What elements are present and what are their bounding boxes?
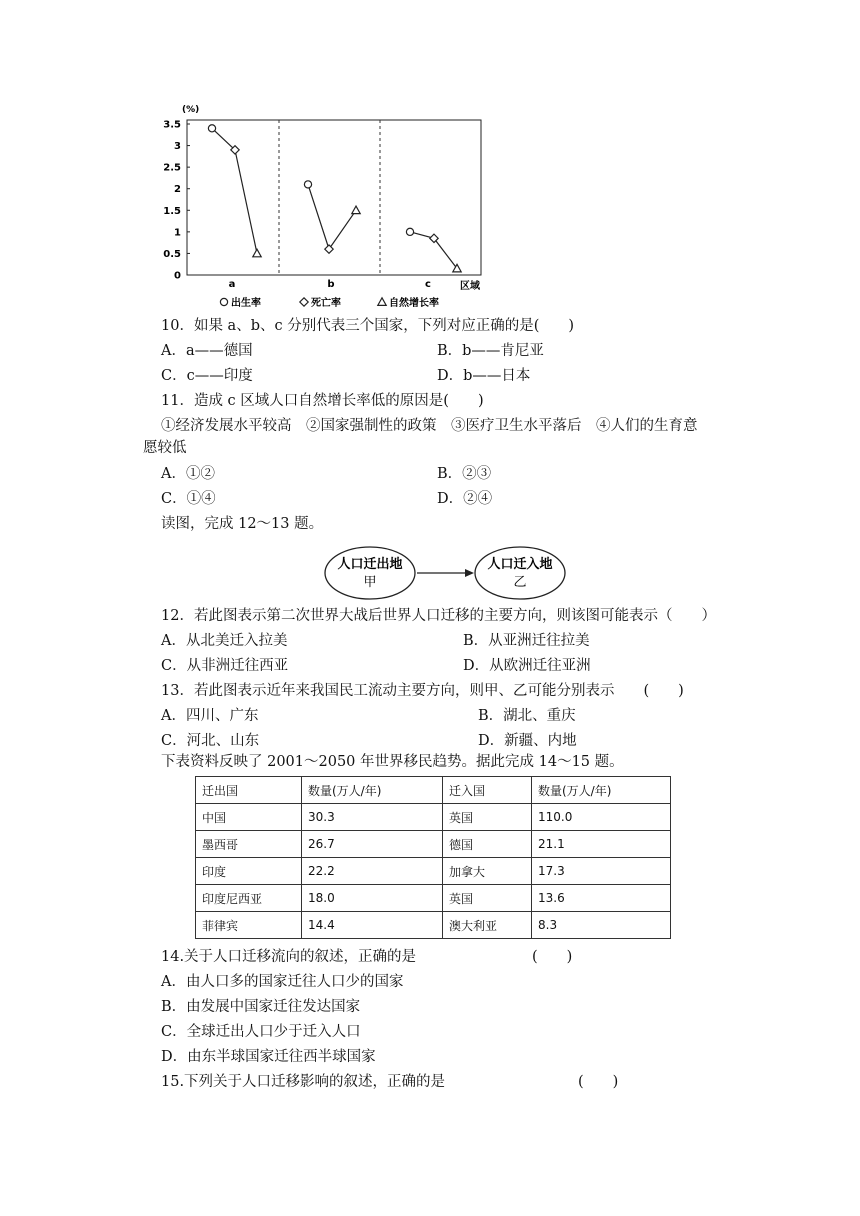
q11-option-c[interactable]: C．①④ bbox=[161, 491, 216, 507]
origin-label-1: 人口迁出地 bbox=[337, 557, 403, 572]
q11-items-line2: 愿较低 bbox=[143, 440, 187, 456]
q10-option-d[interactable]: D．b——日本 bbox=[437, 368, 531, 384]
y-tick-label: 3.5 bbox=[163, 119, 181, 131]
table-cell: 8.3 bbox=[532, 912, 671, 939]
table-cell: 加拿大 bbox=[443, 858, 532, 885]
q14-answer-paren: ( ) bbox=[532, 949, 573, 965]
table-cell: 印度 bbox=[196, 858, 302, 885]
plot-frame bbox=[187, 120, 481, 275]
legend-label: 自然增长率 bbox=[389, 298, 439, 309]
table-header-cell: 迁入国 bbox=[443, 777, 532, 804]
q10-option-a[interactable]: A．a——德国 bbox=[161, 343, 253, 359]
x-axis-label: 区域 bbox=[460, 281, 480, 292]
table-row bbox=[196, 804, 671, 831]
q10-option-b[interactable]: B．b——肯尼亚 bbox=[437, 343, 544, 359]
flow-arrow-head bbox=[465, 569, 474, 577]
legend-marker-diamond bbox=[300, 298, 308, 306]
destination-label-1: 人口迁入地 bbox=[487, 557, 553, 572]
q13-option-d[interactable]: D．新疆、内地 bbox=[478, 733, 577, 749]
point-circle-c bbox=[406, 228, 413, 235]
table-cell: 菲律宾 bbox=[196, 912, 302, 939]
q13-option-c[interactable]: C．河北、山东 bbox=[161, 733, 260, 749]
x-category-label: c bbox=[425, 279, 431, 290]
q14-option-a[interactable]: A．由人口多的国家迁往人口少的国家 bbox=[161, 974, 404, 990]
q10-option-c[interactable]: C．c——印度 bbox=[161, 368, 253, 384]
y-tick-label: 3 bbox=[174, 141, 181, 153]
table-header-cell: 迁出国 bbox=[196, 777, 302, 804]
population-rate-chart bbox=[162, 100, 502, 312]
table-cell: 26.7 bbox=[302, 831, 443, 858]
y-tick-label: 0.5 bbox=[163, 248, 181, 260]
y-tick-label: 2.5 bbox=[163, 162, 181, 174]
q14-option-c[interactable]: C．全球迁出人口少于迁入人口 bbox=[161, 1024, 361, 1040]
legend-label: 出生率 bbox=[231, 298, 261, 309]
intro-12-13: 读图，完成 12～13 题。 bbox=[161, 516, 324, 532]
table-cell: 18.0 bbox=[302, 885, 443, 912]
q10-stem: 10．如果 a、b、c 分别代表三个国家，下列对应正确的是( ) bbox=[161, 318, 575, 334]
legend-marker-triangle bbox=[378, 298, 386, 306]
origin-ellipse bbox=[325, 547, 415, 599]
table-cell: 30.3 bbox=[302, 804, 443, 831]
table-cell: 14.4 bbox=[302, 912, 443, 939]
q14-stem: 14.关于人口迁移流向的叙述，正确的是 bbox=[161, 949, 417, 965]
q11-option-a[interactable]: A．①② bbox=[161, 466, 215, 482]
table-cell: 22.2 bbox=[302, 858, 443, 885]
table-cell: 德国 bbox=[443, 831, 532, 858]
q13-option-b[interactable]: B．湖北、重庆 bbox=[478, 708, 576, 724]
q14-option-d[interactable]: D．由东半球国家迁往西半球国家 bbox=[161, 1049, 376, 1065]
table-cell: 澳大利亚 bbox=[443, 912, 532, 939]
table-header-cell: 数量(万人/年) bbox=[302, 777, 443, 804]
q12-option-b[interactable]: B．从亚洲迁往拉美 bbox=[463, 633, 590, 649]
y-tick-label: 0 bbox=[174, 270, 181, 282]
destination-label-2: 乙 bbox=[513, 575, 527, 590]
table-cell: 墨西哥 bbox=[196, 831, 302, 858]
migration-table bbox=[195, 776, 671, 939]
y-tick-label: 2 bbox=[174, 184, 181, 196]
q13-option-a[interactable]: A．四川、广东 bbox=[161, 708, 259, 724]
table-cell: 21.1 bbox=[532, 831, 671, 858]
destination-ellipse bbox=[475, 547, 565, 599]
q12-option-c[interactable]: C．从非洲迁往西亚 bbox=[161, 658, 289, 674]
x-category-label: a bbox=[228, 279, 236, 290]
table-row bbox=[196, 885, 671, 912]
q12-option-d[interactable]: D．从欧洲迁往亚洲 bbox=[463, 658, 591, 674]
table-row bbox=[196, 912, 671, 939]
q12-stem: 12．若此图表示第二次世界大战后世界人口迁移的主要方向，则该图可能表示（ ） bbox=[161, 608, 716, 624]
point-triangle-a bbox=[253, 249, 261, 257]
q15-answer-paren: ( ) bbox=[578, 1074, 619, 1090]
table-header-cell: 数量(万人/年) bbox=[532, 777, 671, 804]
table-header-row bbox=[196, 777, 671, 804]
point-triangle-b bbox=[352, 206, 360, 214]
y-unit-label: (%) bbox=[182, 105, 200, 115]
legend-marker-circle bbox=[220, 298, 227, 305]
q11-items-line1: ①经济发展水平较高 ②国家强制性的政策 ③医疗卫生水平落后 ④人们的生育意 bbox=[161, 418, 698, 434]
table-row bbox=[196, 858, 671, 885]
table-cell: 英国 bbox=[443, 804, 532, 831]
y-tick-label: 1 bbox=[174, 227, 181, 239]
q14-option-b[interactable]: B．由发展中国家迁往发达国家 bbox=[161, 999, 361, 1015]
x-category-label: b bbox=[327, 279, 335, 290]
table-cell: 110.0 bbox=[532, 804, 671, 831]
q11-option-b[interactable]: B．②③ bbox=[437, 466, 492, 482]
table-cell: 印度尼西亚 bbox=[196, 885, 302, 912]
table-cell: 13.6 bbox=[532, 885, 671, 912]
point-circle-a bbox=[208, 125, 215, 132]
q13-stem: 13．若此图表示近年来我国民工流动主要方向，则甲、乙可能分别表示 ( ) bbox=[161, 683, 684, 699]
q11-stem: 11．造成 c 区域人口自然增长率低的原因是( ) bbox=[161, 393, 484, 409]
table-cell: 17.3 bbox=[532, 858, 671, 885]
migration-flow-diagram bbox=[322, 544, 570, 602]
table-cell: 中国 bbox=[196, 804, 302, 831]
q15-stem: 15.下列关于人口迁移影响的叙述，正确的是 bbox=[161, 1074, 446, 1090]
origin-label-2: 甲 bbox=[363, 575, 377, 590]
point-diamond-b bbox=[325, 245, 333, 253]
region-b-line bbox=[308, 184, 356, 249]
table-row bbox=[196, 831, 671, 858]
q12-option-a[interactable]: A．从北美迁入拉美 bbox=[161, 633, 288, 649]
intro-14-15: 下表资料反映了 2001～2050 年世界移民趋势。据此完成 14～15 题。 bbox=[161, 754, 624, 770]
y-tick-label: 1.5 bbox=[163, 205, 181, 217]
table-cell: 英国 bbox=[443, 885, 532, 912]
legend-label: 死亡率 bbox=[311, 298, 341, 309]
q11-option-d[interactable]: D．②④ bbox=[437, 491, 493, 507]
point-circle-b bbox=[304, 181, 311, 188]
